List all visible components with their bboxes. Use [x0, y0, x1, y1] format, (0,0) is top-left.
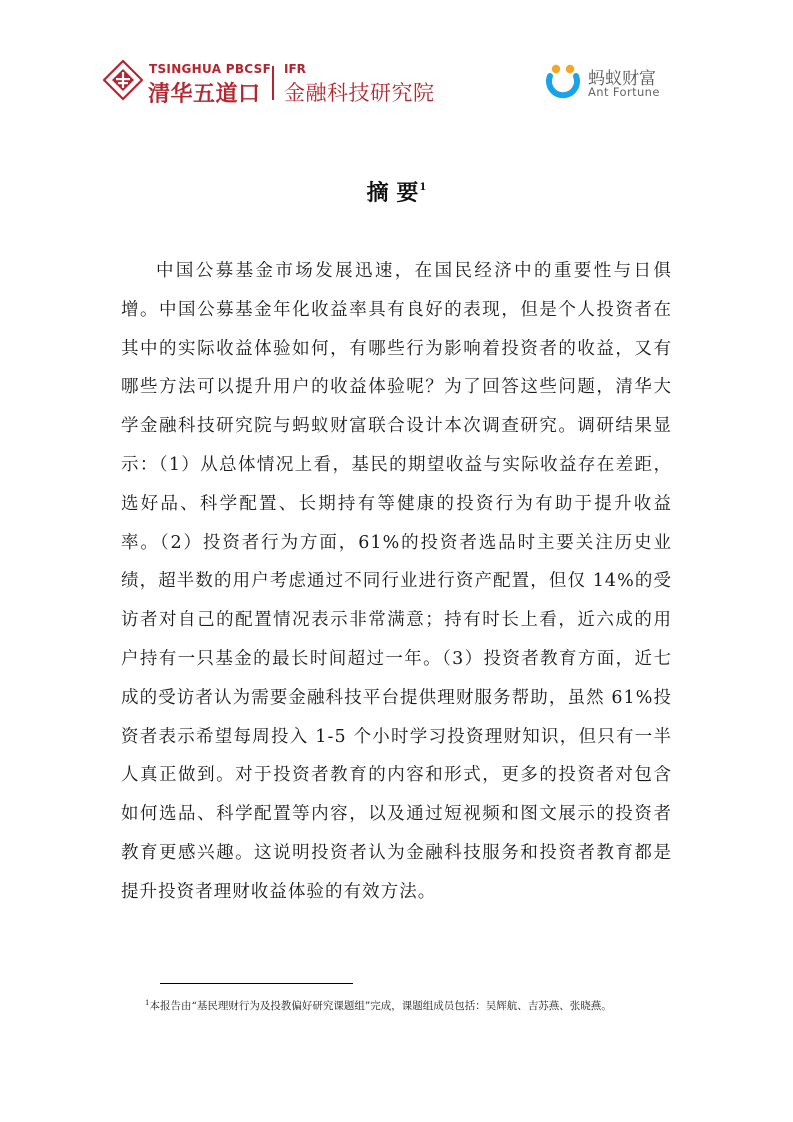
ant-fortune-english-name: Ant Fortune [588, 85, 660, 99]
brand-english-name: TSINGHUA PBCSF [149, 62, 272, 76]
title-text: 摘 要 [366, 181, 419, 206]
ifr-english-name: IFR [284, 62, 306, 76]
footnote-divider [160, 983, 353, 984]
tsinghua-emblem-icon [103, 60, 143, 102]
ant-fortune-mark-icon [544, 62, 582, 100]
footnote [121, 994, 676, 1016]
ifr-chinese-name: 金融科技研究院 [284, 81, 435, 105]
page-title [0, 176, 793, 207]
title-footnote-mark: 1 [419, 182, 427, 193]
ant-fortune-chinese-name: 蚂蚁财富 [588, 69, 656, 89]
abstract-paragraph: 中国公募基金市场发展迅速，在国民经济中的重要性与日俱增。中国公募基金年化收益率具有良好的表现，但是个人投资者在其中的实际收益体验如何，有哪些行为影响着投资者的收益，又有哪些方法可以提升用户的收益体验呢？为了回答这些问题，清华大学金融科技研究院与蚂蚁财富联合设计本次调查研究。调研结果显示：（1）从总体情况上看，基民的期望收益与实际收益存在差距，选好品、科学配置、长期持有等健康的投资行为有助于提升收益率。（2）投资者行为方面，61%的投资者选品时主要关注历史业绩，超半数的用户考虑通过不同行业进行资产配置，但仅 14%的受访者对自己的配置情况表示非常满意；持有时长上看，近六成的用户持有一只基金的最长时间超过一年。（3）投资者教育方面，近七成的受访者认为需要金融科技平台提供理财服务帮助，虽然 61%投资者表示希望每周投入 1-5 个小时学习投资理财知识，但只有一半人真正做到。对于投资者教育的内容和形式，更多的投资者对包含如何选品、科学配置等内容，以及通过短视频和图文展示的投资者教育更感兴趣。这说明投资者认为金融科技服务和投资者教育都是提升投资者理财收益体验的有效方法。 [121, 261, 672, 902]
brand-chinese-name: 清华五道口 [148, 82, 261, 107]
tsinghua-pbcsf-ifr-logo [103, 60, 438, 106]
logo-divider [272, 66, 274, 100]
footnote-mark: 1 [145, 999, 150, 1007]
page-header [0, 0, 793, 130]
ant-fortune-logo [544, 62, 684, 104]
footnote-text: 本报告由“基民理财行为及投教偏好研究课题组”完成，课题组成员包括：吴辉航、吉苏燕、张晓燕。 [149, 1000, 612, 1012]
